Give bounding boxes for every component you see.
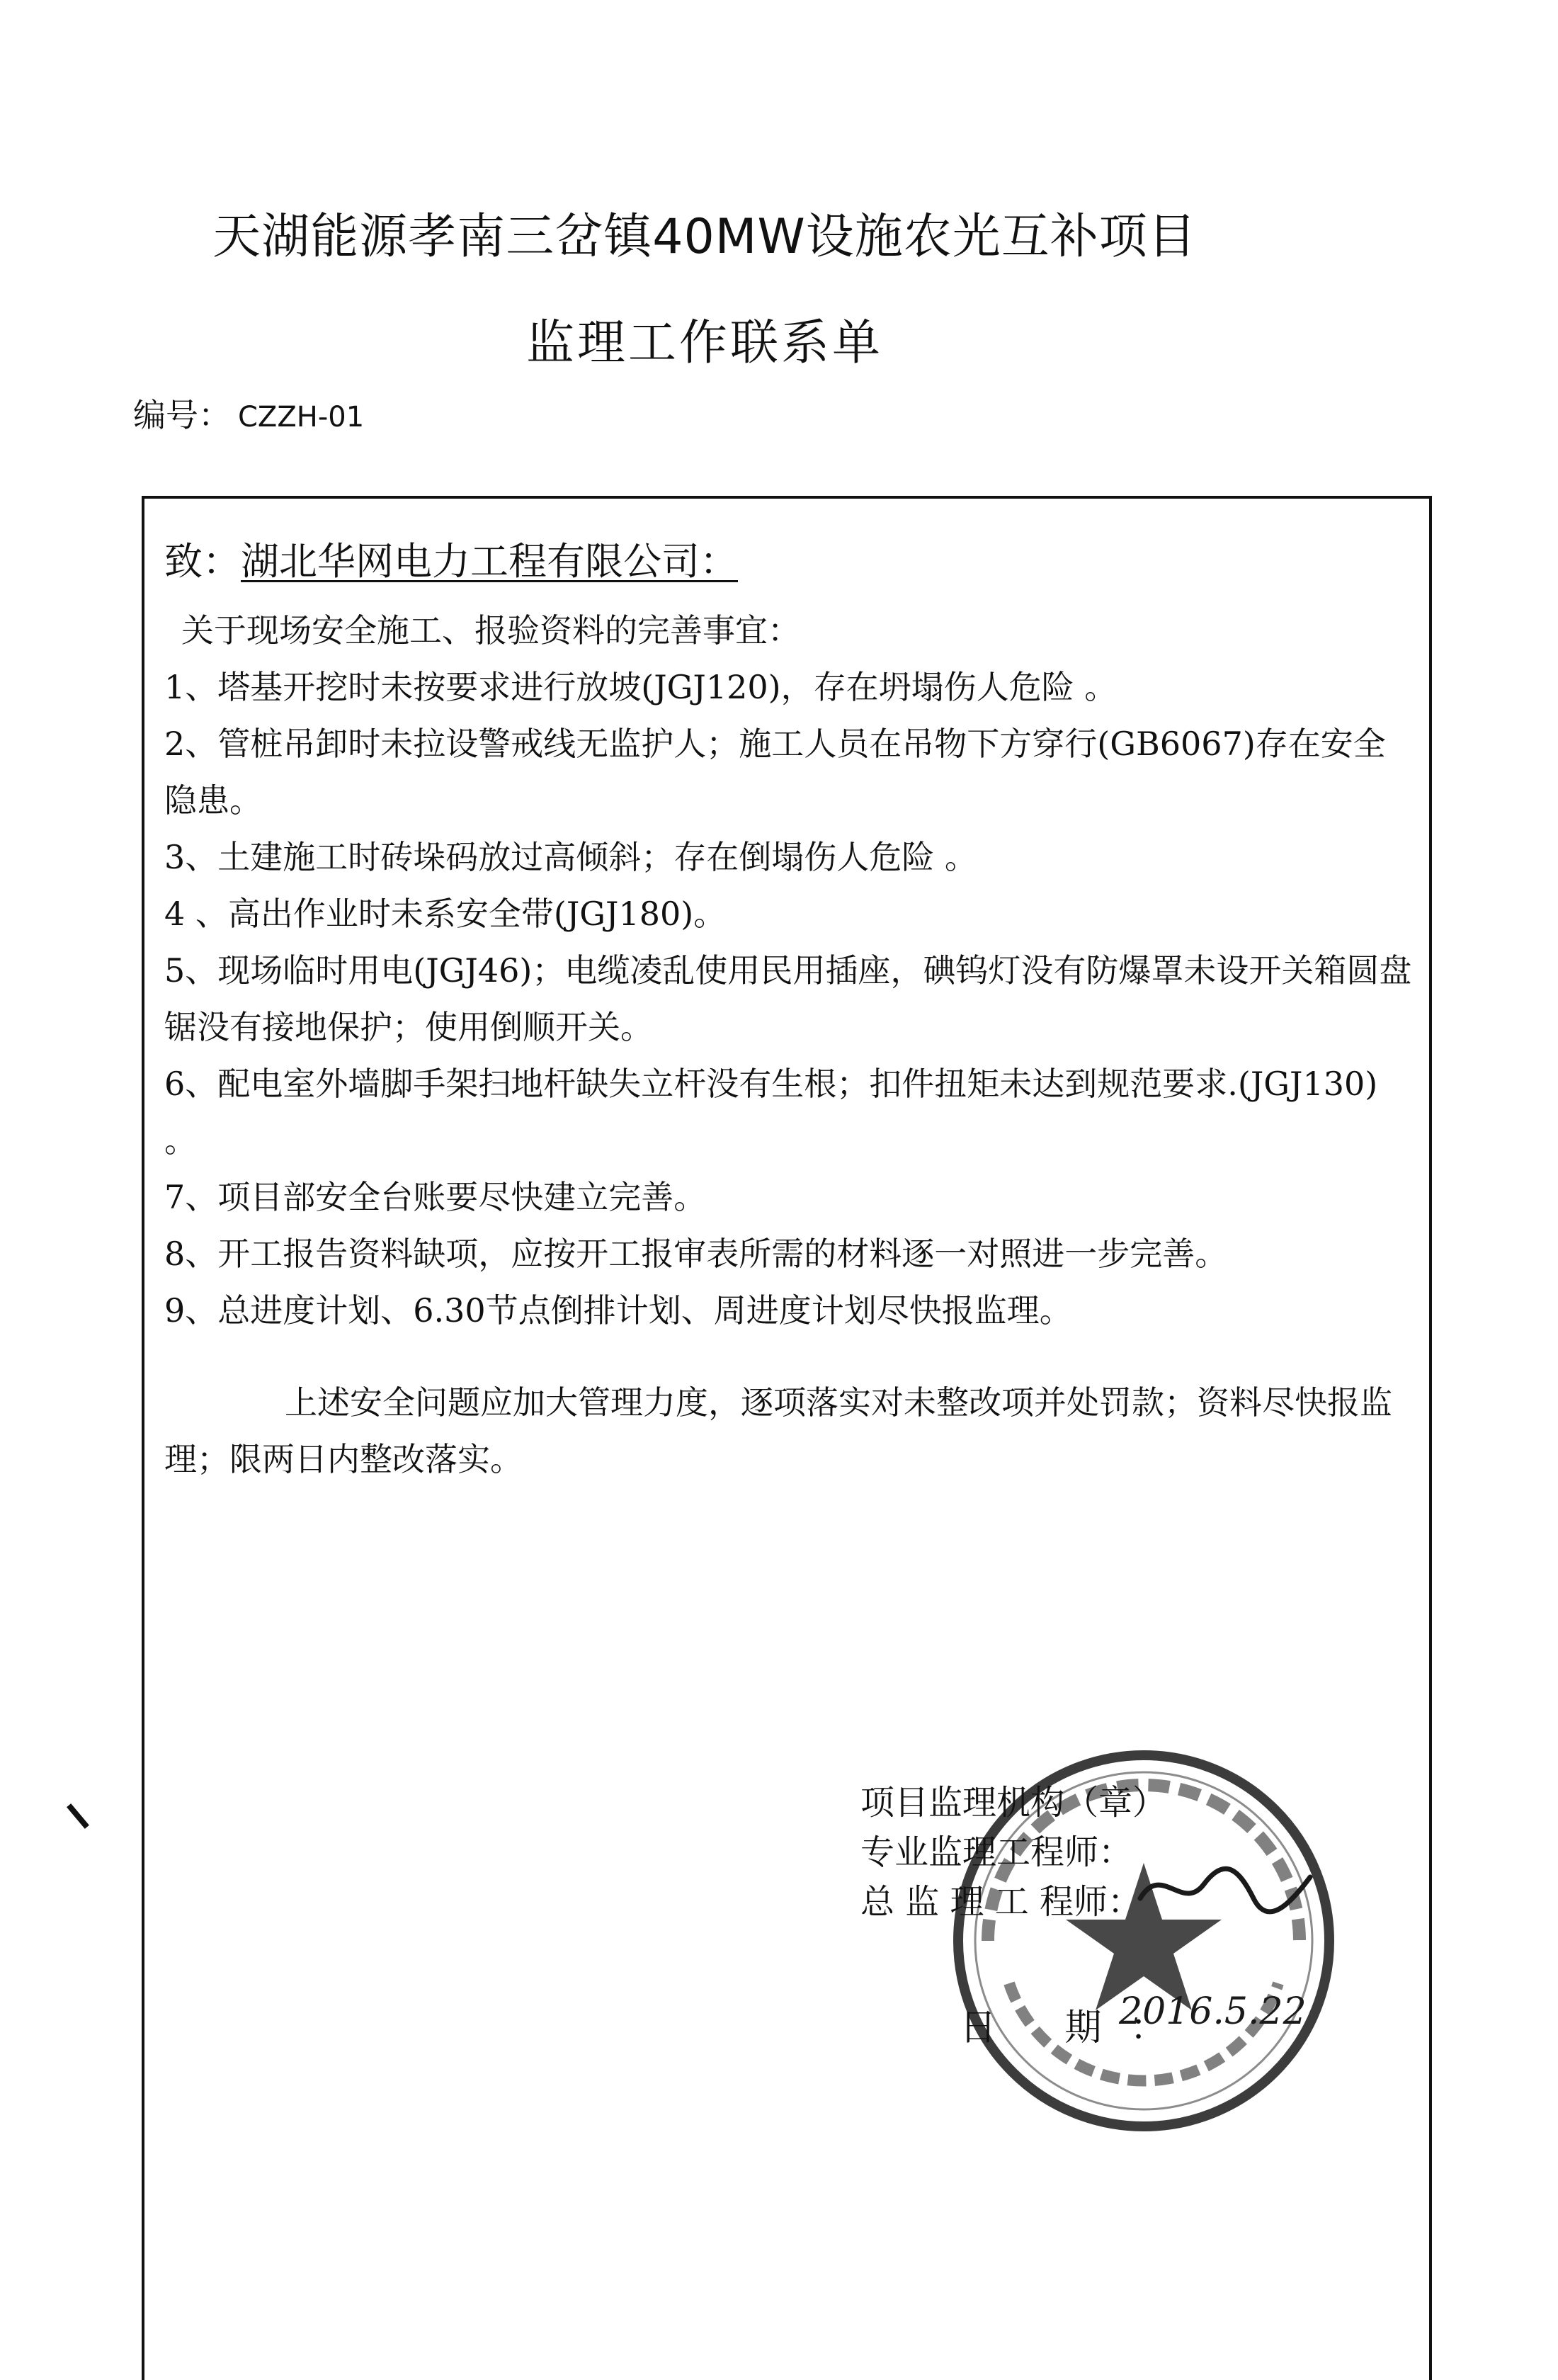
- intro-text: 关于现场安全施工、报验资料的完善事宜：: [181, 611, 800, 650]
- chief-engineer-label: 总 监 理 工 程师：: [860, 1882, 1142, 1922]
- date-label: 日 期：: [960, 2007, 1195, 2049]
- org-seal-label: 项目监理机构（章）: [860, 1783, 1167, 1823]
- serial-label: 编号：: [133, 396, 231, 434]
- addressee: [164, 531, 738, 586]
- document-title: 天湖能源孝南三岔镇40MW设施农光互补项目: [212, 209, 1197, 265]
- addressee-prefix: 致：: [164, 539, 241, 584]
- signature-block: [860, 1778, 1166, 1927]
- list-item-1: 1、塔基开挖时未按要求进行放坡(JGJ120)，存在坍塌伤人危险 。: [164, 668, 1118, 706]
- list-item-3: 3、土建施工时砖垛码放过高倾斜；存在倒塌伤人危险 。: [164, 838, 977, 876]
- conclusion-text: 上述安全问题应加大管理力度，逐项落实对未整改项并处罚款；资料尽快报监理；限两日内整改落实。: [164, 1383, 1392, 1478]
- letter-body: [164, 602, 1418, 1488]
- list-item-8: 8、开工报告资料缺项，应按开工报审表所需的材料逐一对照进一步完善。: [164, 1235, 1228, 1273]
- list-item-9: 9、总进度计划、6.30节点倒排计划、周进度计划尽快报监理。: [164, 1291, 1072, 1330]
- document-subtitle: 监理工作联系单: [525, 315, 883, 371]
- margin-mark: [67, 1803, 89, 1829]
- chief-engineer-signature: [1133, 1856, 1317, 1920]
- handwritten-date: 2016.5.22: [1119, 1990, 1307, 2033]
- serial-value: CZZH-01: [238, 401, 365, 434]
- list-item-4: 4 、高出作业时未系安全带(JGJ180)。: [164, 895, 727, 933]
- professional-engineer-label: 专业监理工程师：: [860, 1832, 1133, 1872]
- list-item-5: 5、现场临时用电(JGJ46)；电缆凌乱使用民用插座，碘钨灯没有防爆罩未设开关箱圆盘锯没有接地保护；使用倒顺开关。: [164, 951, 1412, 1046]
- serial-number: [133, 390, 364, 436]
- list-item-7: 7、项目部安全台账要尽快建立完善。: [164, 1178, 707, 1216]
- list-item-2: 2、管桩吊卸时未拉设警戒线无监护人；施工人员在吊物下方穿行(GB6067)存在安全隐患。: [164, 725, 1386, 820]
- addressee-company: 湖北华网电力工程有限公司：: [241, 539, 738, 584]
- list-item-6: 6、配电室外墙脚手架扫地杆缺失立杆没有生根；扣件扭矩未达到规范要求.(JGJ130) 。: [164, 1065, 1378, 1160]
